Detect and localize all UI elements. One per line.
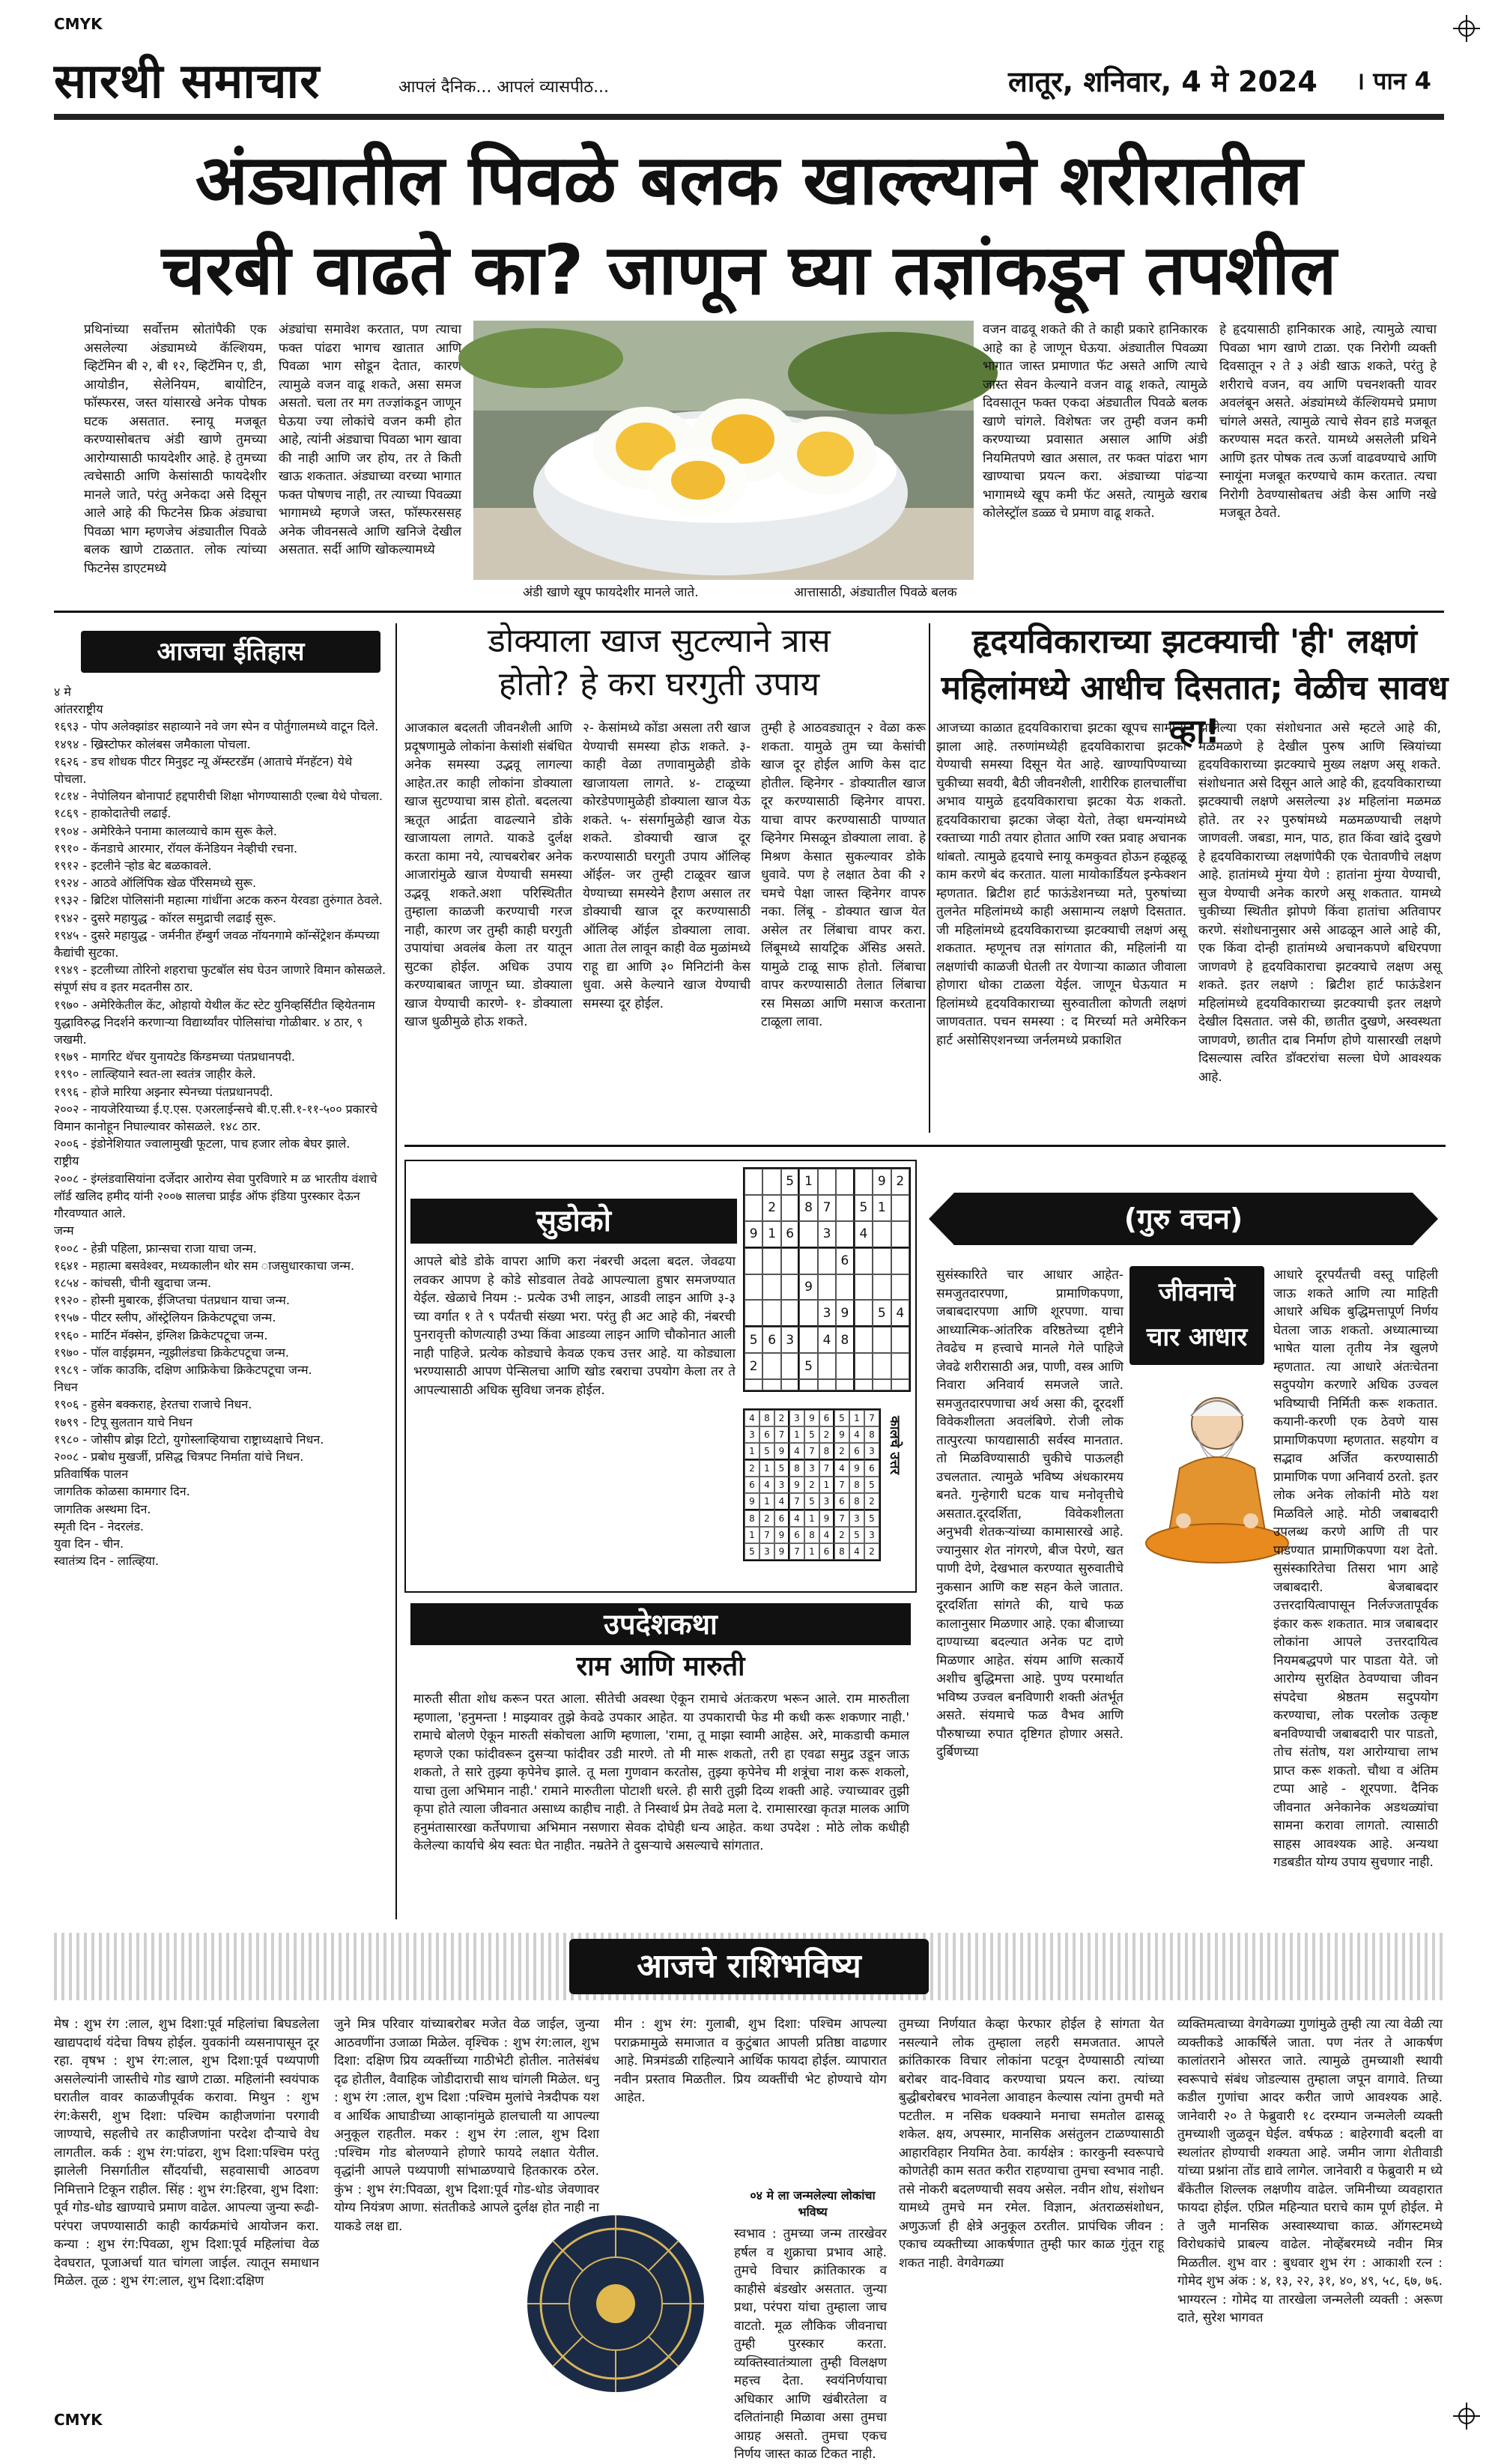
- sudoku-cell[interactable]: [781, 1379, 799, 1390]
- sudoku-answer-cell: 8: [759, 1410, 774, 1426]
- lead-column-3: वजन वाढवू शकते की ते काही प्रकारे हानिकारक आहे का हे जाणून घेऊया. अंड्यातील पिवळ्या भागात जास्त प्रमाणात फॅट असते आणि त्याचे जास्त सेवन केल्याने वजन वाढू शकते, त्यामुळे दिवसातून फक्त एकदा अंड्यातील पिवळे बलक खाणे चांगले. विशेषतः जर तुम्ही वजन कमी करण्याच्या प्रवासात असाल आणि अंडी नियमितपणे खात असाल, तर फक्त पांढरा भाग खाण्याचा प्रयत्न करा. अंड्याच्या पांढऱ्या भागामध्ये खूप कमी फॅट असते, त्यामुळे खराब कोलेस्ट्रॉल डळ्ळ चे प्रमाण वाढू शकते.: [983, 322, 1207, 521]
- sudoku-answer-cell: 5: [804, 1426, 819, 1443]
- history-item: २००८ - प्रबोध मुखर्जी, प्रसिद्ध चित्रपट निर्माता यांचे निधन.: [54, 1449, 304, 1464]
- history-item: १९१० - कॅनडाचे आरमार, रॉयल कॅनेडियन नेव्हीची रचना.: [54, 841, 298, 856]
- sudoku-answer-cell: 8: [864, 1426, 879, 1443]
- sudoku-answer-cell: 1: [759, 1460, 774, 1477]
- history-item: १८५४ - कांचसी, चीनी खुदाचा जन्म.: [54, 1275, 212, 1290]
- story-section-title: उपदेशकथा: [410, 1603, 911, 1645]
- heart-column-1: आजच्या काळात हृदयविकाराचा झटका खूपच सामान्य झाला आहे. तरुणांमध्येही हृदयविकाराचा झटका येण्याची समस्या दिसून येत आहे. खाण्यापिण्याच्या चुकीच्या सवयी, बैठी जीवनशैली, शारीरिक हालचालींचा अभाव यामुळे हृदयविकाराचा झटका येऊ शकतो. हृदयविकाराचा झटका जेव्हा येतो, तेव्हा धमन्यांमध्ये रक्ताच्या गाठी तयार होतात आणि रक्त प्रवाह अचानक थांबतो. त्यामुळे हृदयाचे स्नायू कमकुवत होऊन हळूहळू काम करणे बंद करतात. याला मायोकार्डियल इन्फेक्शन म्हणतात. ब्रिटीश हार्ट फाऊंडेशनच्या मते, पुरुषांच्या तुलनेत महिलांमध्ये काही असामान्य लक्षणे दिसतात. जी महिलांमध्ये हृदयविकाराच्या झटक्याची लक्षणं असू शकतात. म्हणूनच तज्ञ सांगतात की, महिलांनी या लक्षणांची काळजी घेतली तर येणाऱ्या काळात जीवाला होणारा धोका टाळला येईल. जाणून घेऊयात म हिलांमध्ये हृदयविकाराच्या सुरुवातीला कोणती लक्षणं जाणवतात. पचन समस्या : द मिरर्च्या मते अमेरिकन हार्ट असोसिएशनच्या जर्नलमध्ये प्रकाशित: [936, 721, 1186, 1048]
- sudoku-cell[interactable]: [799, 1248, 817, 1274]
- story-title: राम आणि मारुती: [576, 1651, 745, 1682]
- sudoku-answer-cell: 3: [804, 1460, 819, 1477]
- history-item: १६९३ - पोप अलेक्झांडर सहाव्याने नवे जग स्पेन व पोर्तुगालमध्ये वाटून दिले.: [54, 719, 379, 734]
- sudoku-cell[interactable]: [781, 1195, 799, 1221]
- guru-column-left: सुसंस्कारिते चार आधार आहेत- समजुतदारपणा, प्रामाणिकपणा, जबाबदारपणा आणि शूरपणा. याचा आध्यात्मिक-आंतरिक वरिष्ठतेच्या दृष्टीने तेवढेच म हत्त्वाचे मानले गेले पाहिजे जेवढे शरीरासाठी अन्न, पाणी, वस्त्र आणि निवारा अनिवार्य समजले जाते. समजुतदारपणाचा अर्थ असा की, दूरदर्शी विवेकशीलता अवलंबिणे. रोजी लोक तात्पुरत्या फायद्यासाठी सर्वस्व मानतात. तो मिळविण्यासाठी चुकीचे पाऊलही उचलतात. त्यामुळे भविष्य अंधकारमय बनते. गुन्हेगारी घटक याच मनोवृत्तीचे असतात.दूरदर्शिता, विवेकशीलता अनुभवी शेतकऱ्यांच्या कामासारखे आहे. ज्यानुसार शेत नांगरणे, बीज पेरणे, खत पाणी देणे, देखभाल करण्यात सुरुवातीचे नुकसान आणि कष्ट सहन केले जातात. दूरदर्शिता सांगते की, याचे फळ कालानुसार मिळणार आहे. एका बीजाच्या दाण्याच्या बदल्यात अनेक पट दाणे मिळणार आहेत. संयम आणि सत्कार्ये अशीच बुद्धिमत्ता आहे. पुण्य परमार्थात भविष्य उज्वल बनविणारी शक्ती अंतर्भूत असते. संयमाचे फळ वैभव आणि पौरुषाच्या रुपात दृष्टिगत होणार असते. दुर्बिणच्या: [936, 1268, 1124, 1760]
- sudoku-cell[interactable]: [873, 1327, 891, 1353]
- sudoku-title: सुडोको: [410, 1199, 737, 1244]
- sudoku-answer-cell: 5: [864, 1477, 879, 1493]
- sudoku-answer-cell: 7: [789, 1493, 804, 1510]
- sudoku-answer-cell: 8: [849, 1477, 864, 1493]
- sudoku-cell[interactable]: 5: [873, 1300, 891, 1327]
- sudoku-cell[interactable]: 4: [855, 1221, 873, 1248]
- sudoku-answer-cell: 1: [804, 1543, 819, 1560]
- sudoku-cell[interactable]: [762, 1379, 780, 1390]
- horoscope-title: आजचे राशिभविष्य: [569, 1939, 929, 1994]
- sudoku-cell[interactable]: 9: [799, 1274, 817, 1301]
- sudoku-answer-cell: 3: [745, 1426, 759, 1443]
- history-item: निधन: [54, 1380, 78, 1395]
- masthead-rule: [54, 114, 1444, 120]
- sudoku-answer-cell: 2: [774, 1410, 789, 1426]
- sudoku-cell[interactable]: [891, 1195, 909, 1221]
- history-item: १९२४ - आठवे ऑलिंपिक खेळ पॅरिसमध्ये सुरू.: [54, 876, 257, 891]
- sudoku-answer-cell: 9: [849, 1460, 864, 1477]
- sudoku-answer-cell: 3: [789, 1410, 804, 1426]
- sudoku-cell[interactable]: 6: [781, 1221, 799, 1248]
- history-item: १४९४ - ख्रिस्टोफर कोलंबस जमैकाला पोचला.: [54, 736, 251, 751]
- sudoku-answer-cell: 9: [774, 1527, 789, 1543]
- guru-box-line1: जीवनाचे: [1158, 1277, 1236, 1307]
- sudoku-cell[interactable]: [745, 1169, 762, 1195]
- history-item: १९४५ - दुसरे महायुद्ध - जर्मनीत हॅम्बुर्ग जवळ नॉयनगामे कॉन्सेंट्रेशन कॅम्पच्या कैद्यांची सुटका.: [54, 927, 380, 960]
- sudoku-answer-cell: 8: [834, 1543, 849, 1560]
- history-item: १६२६ - डच शोधक पीटर मिनुइट न्यू ॲम्स्टरडॅम (आताचे मॅनहॅटन) येथे पोचला.: [54, 754, 353, 787]
- history-item: १७९९ - टिपू सुलतान याचे निधन: [54, 1414, 192, 1429]
- sudoku-cell[interactable]: [799, 1327, 817, 1353]
- sudoku-cell[interactable]: [799, 1379, 817, 1390]
- sudoku-answer-cell: 2: [745, 1460, 759, 1477]
- history-item: १८१४ - नेपोलियन बोनापार्ट हद्दपारीची शिक्षा भोगण्यासाठी एल्बा येथे पोचला.: [54, 789, 383, 804]
- history-item: १६४१ - महात्मा बसवेश्वर, मध्यकालीन थोर सम ाजसुधारकाचा जन्म.: [54, 1258, 355, 1273]
- sudoku-answer-cell: 3: [864, 1443, 879, 1460]
- sudoku-answer-cell: 7: [774, 1426, 789, 1443]
- sudoku-answer-cell: 6: [864, 1460, 879, 1477]
- history-title: आजचा ईतिहास: [81, 631, 380, 673]
- history-item: १९०६ - हुसेन बक्कराह, हेरतचा राजाचे निधन.: [54, 1397, 252, 1412]
- history-item: २००८ - इंग्लंडवासियांना दर्जेदार आरोग्य सेवा पुरविणारे म ळ भारतीय वंशाचे लॉर्ड खलिद हमीद यांनी २००७ सालचा प्राईड ऑफ इंडिया पुरस्कार देऊन गौरवण्यात आले.: [54, 1171, 377, 1221]
- sudoku-cell[interactable]: 3: [818, 1300, 836, 1327]
- sudoku-cell[interactable]: 2: [891, 1169, 909, 1195]
- history-item: जागतिक अस्थमा दिन.: [54, 1501, 151, 1516]
- sudoku-answer-cell: 6: [819, 1543, 834, 1560]
- sudoku-answer-cell: 2: [864, 1493, 879, 1510]
- story-body: मारुती सीता शोध करून परत आला. सीतेची अवस्था ऐकून रामाचे अंतःकरण भरून आले. राम मारुतीला म्हणाला, 'हनुमन्ता ! माझ्यावर तुझे केवढे उपकार आहेत. या उपकाराची फेड मी कधी करू शकणार नाही.' रामाचे बोलणे ऐकून मारुती संकोचला आणि म्हणाला, 'रामा, तू माझा स्वामी आहेस. अरे, माकडाची कमाल म्हणजे एका फांदीवरून दुसऱ्या फांदीवर उडी मारणे. तो मी मारू शकतो, तरी हा एवढा समुद्र उडून जाऊ शकतो, ते सारे तुझ्या कृपेनेच झाले. तू मला गुणवान करतोस, तुझ्या कृपेनेच मी शत्रूंचा नाश करू शकलो, याचा तुला अभिमान नाही.' रामाने मारुतीला पोटाशी धरले. ही सारी तुझी दिव्य शक्ती आहे. ज्याच्यावर तुझी कृपा होते त्याला जीवनात असाध्य काहीच नाही. ते निस्वार्थ प्रेम तेवढे मला दे. रामासारखा कृतज्ञ मालक आणि हनुमंतासारखा कर्तेपणाचा अभिमान नसणारा सेवक दोघेही धन्य आहेत. कथा उपदेश : मोठे लोक कधीही केलेल्या कार्याचे श्रेय स्वतः घेत नाहीत. नम्रतेने ते दुसऱ्याचे असल्याचे सांगतात.: [413, 1692, 909, 1853]
- lead-bottom-rule: [54, 611, 1444, 613]
- horoscope-column-5: व्यक्तिमत्वाच्या वेगवेगळ्या गुणांमुळे तुम्ही त्या त्या वेळी त्या व्यक्तीकडे आकर्षिले जाता. पण नंतर ते आकर्षण कालांतराने ओसरत जाते. त्यामुळे तुमच्याशी स्थायी स्वरूपाचे संबंध जोडल्यास तुम्हाला जपून वागावे. तिच्या कडील गुणांचा आदर करीत जाणे आवश्यक आहे. जानेवारी २० ते फेब्रुवारी १८ दरम्यान जन्मलेली व्यक्ती तुमच्याशी जुळवून घेईल. वर्षफळ : बाहेरगावी बदली वा स्थलांतर होण्याची शक्यता आहे. जमीन जागा शेतीवाडी यांच्या प्रश्नांना तोंड द्यावे लागेल. जानेवारी व फेब्रुवारी म ध्ये बँकेतील शिल्लक लक्षणीय वाढेल. जमिनीच्या व्यवहारात फायदा होईल. एप्रिल महिन्यात घराचे काम पूर्ण होईल. मे ते जुलै मानसिक अस्वास्थ्याचा काळ. ऑगस्टमध्ये विरोधकांचे प्राबल्य वाढेल. नोव्हेंबरमध्ये नवीन मित्र मिळतील. शुभ वार : बुधवार शुभ रंग : आकाशी रत्न : गोमेद शुभ अंक : ४, १३, २२, ३१, ४०, ४९, ५८, ६७, ७६. भाग्यरत्न : गोमेद या तारखेला जन्मलेली व्यक्ती : अरूण दाते, सुरेश भागवत: [1177, 2017, 1443, 2325]
- sudoku-cell[interactable]: 6: [762, 1327, 780, 1353]
- lead-headline-line2: चरबी वाढते का? जाणून घ्या तज्ञांकडून तपशील: [161, 230, 1337, 310]
- history-item: १९९६ - होजे मारिया अझ्नार स्पेनच्या पंतप्रधानपदी.: [54, 1084, 273, 1099]
- sudoku-cell[interactable]: [818, 1353, 836, 1379]
- horoscope-column-2: जुने मित्र परिवार यांच्याबरोबर मजेत वेळ जाईल, जुन्या आठवणींना उजाळा मिळेल. वृश्चिक : शुभ रंग:लाल, शुभ दिशा: दक्षिण प्रिय व्यक्तींच्या गाठीभेटी होतील. नातेसंबंध दृढ होतील, वैवाहिक जोडीदाराची साथ चांगली मिळेल. धनु : शुभ रंग :लाल, शुभ दिशा :पश्चिम मुलांचे नेत्रदीपक यश व आर्थिक आघाडीच्या आव्हानांमुळे हालचाली या आपल्या अनुकूल राहतील. मकर : शुभ रंग :लाल, शुभ दिशा :पश्चिम गोड बोलण्याने होणारे फायदे लक्षात येतील. वृद्धांनी आपले पथ्यपाणी सांभाळण्याचे हितकारक ठरेल. कुंभ : शुभ रंग:पिवळा, शुभ दिशा:पूर्व गोड-धोड जेवणावर योग्य नियंत्रण आणा. संततीकडे आपले दुर्लक्ष होत नाही ना याकडे लक्ष द्या.: [334, 2017, 599, 2234]
- sudoku-cell[interactable]: [781, 1300, 799, 1327]
- meditating-sage-icon: [1138, 1371, 1296, 1573]
- history-list: [54, 683, 388, 2107]
- sudoku-cell[interactable]: [855, 1353, 873, 1379]
- sudoku-answer-cell: 5: [804, 1493, 819, 1510]
- sudoku-cell[interactable]: [799, 1300, 817, 1327]
- sudoku-answer-cell: 4: [759, 1477, 774, 1493]
- itch-headline-line1: डोक्याला खाज सुटल्याने त्रास: [488, 622, 831, 660]
- sudoku-cell[interactable]: [745, 1300, 762, 1327]
- history-item: १९९० - लात्व्हियाने स्वत-ला स्वतंत्र जाहीर केले.: [54, 1067, 256, 1082]
- history-item: १९८९ - जॉक काउकि, दक्षिण आफ्रिकेचा क्रिकेटपटूचा जन्म.: [54, 1362, 312, 1377]
- sudoku-cell[interactable]: [873, 1248, 891, 1274]
- history-item: १९४९ - इटलीच्या तोरिनो शहराचा फुटबॉल संघ घेउन जाणारे विमान कोसळले. संपूर्ण संघ व इतर मदतनीस ठार.: [54, 963, 386, 995]
- sudoku-answer-cell: 4: [774, 1493, 789, 1510]
- masthead-date: लातूर, शनिवार, 4 मे 2024: [1008, 65, 1317, 98]
- sudoku-answer-cell: 8: [804, 1527, 819, 1543]
- history-item: १९१२ - इटलीने ऱ्होड बेट बळकावले.: [54, 859, 212, 874]
- sudoku-cell[interactable]: 4: [818, 1327, 836, 1353]
- sudoku-answer-cell: 1: [745, 1527, 759, 1543]
- sudoku-answer-cell: 7: [804, 1443, 819, 1460]
- sudoku-puzzle-grid[interactable]: [743, 1167, 911, 1392]
- sudoku-cell[interactable]: [781, 1248, 799, 1274]
- history-item: प्रतिवार्षिक पालन: [54, 1467, 129, 1482]
- guru-box-line2: चार आधार: [1146, 1322, 1248, 1352]
- sudoku-cell[interactable]: [836, 1221, 854, 1248]
- sudoku-cell[interactable]: [891, 1379, 909, 1390]
- sudoku-cell[interactable]: 1: [873, 1195, 891, 1221]
- sudoku-answer-grid: [743, 1408, 881, 1561]
- sudoku-answer-cell: 6: [789, 1527, 804, 1543]
- sudoku-cell[interactable]: 7: [818, 1195, 836, 1221]
- sudoku-cell[interactable]: [745, 1195, 762, 1221]
- sudoku-answer-cell: 8: [745, 1510, 759, 1527]
- history-divider: [395, 623, 397, 1919]
- sudoku-answer-cell: 1: [819, 1477, 834, 1493]
- sudoku-cell[interactable]: 5: [855, 1195, 873, 1221]
- sudoku-answer-cell: 9: [819, 1510, 834, 1527]
- history-item: १९४२ - दुसरे महायुद्ध - कॉरल समुद्राची लढाई सुरू.: [54, 910, 276, 925]
- sudoku-cell[interactable]: [762, 1248, 780, 1274]
- sudoku-answer-cell: 2: [804, 1477, 819, 1493]
- egg-photo: [473, 321, 974, 580]
- sudoku-answer-cell: 5: [774, 1460, 789, 1477]
- sudoku-cell[interactable]: [891, 1327, 909, 1353]
- sudoku-cell[interactable]: [873, 1221, 891, 1248]
- sudoku-answer-cell: 4: [834, 1460, 849, 1477]
- heart-headline-line1: हृदयविकाराच्या झटक्याची 'ही' लक्षणं: [972, 623, 1417, 661]
- sudoku-cell[interactable]: [799, 1221, 817, 1248]
- sudoku-answer-cell: 2: [834, 1443, 849, 1460]
- heart-headline-line2: महिलांमध्ये आधीच दिसतात; वेळीच सावध व्हा!: [941, 669, 1449, 751]
- sudoku-answer-cell: 9: [745, 1493, 759, 1510]
- zodiac-wheel-icon: [503, 2210, 728, 2397]
- sudoku-cell[interactable]: [891, 1221, 909, 1248]
- itch-column-1: आजकाल बदलती जीवनशैली आणि प्रदूषणामुळे लोकांना केसांशी संबंधित अनेक समस्या उद्भवू लागल्या आहेत.तर काही लोकांना डोक्याला खाज सुटण्याचा त्रास होतो. बदलत्या ऋतूत आर्द्रता वाढल्याने डोके खाजायला लागते. याकडे दुर्लक्ष करता कामा नये, त्याचबरोबर अनेक आजारांमुळे खाज येण्याची समस्या उद्भवू शकते.अशा परिस्थितीत तुम्हाला काळजी करण्याची गरज नाही, कारण जर तुम्ही काही घरगुती उपायांचा अवलंब केला तर यातून सुटका होईल. अधिक उपाय करण्याबाबत जाणून घ्या. डोक्याला खाज येण्याची कारणे- १- डोक्याला खाज धुळीमुळे होऊ शकते.: [404, 721, 572, 1029]
- horoscope-column-3-top: मीन : शुभ रंग: गुलाबी, शुभ दिशा: पश्चिम आपल्या पराक्रमामुळे समाजात व कुटुंबात आपली प्रतिष्ठा वाढणार आहे. मित्रमंडळी राहिल्याने आर्थिक फायदा होईल. व्यापारात नवीन प्रस्ताव मिळतील. प्रिय व्यक्तींची भेट होण्याचे योग आहेत.: [614, 2017, 887, 2105]
- sudoku-cell[interactable]: [855, 1300, 873, 1327]
- sudoku-cell[interactable]: 6: [836, 1248, 854, 1274]
- sudoku-answer-cell: 5: [849, 1527, 864, 1543]
- sudoku-cell[interactable]: [818, 1248, 836, 1274]
- sudoku-answer-cell: 4: [819, 1527, 834, 1543]
- sudoku-answer-cell: 3: [759, 1543, 774, 1560]
- sudoku-answer-cell: 9: [774, 1543, 789, 1560]
- sudoku-answer-cell: 5: [745, 1543, 759, 1560]
- sudoku-cell[interactable]: [891, 1248, 909, 1274]
- sudoku-answer-cell: 1: [804, 1510, 819, 1527]
- history-item: १९७० - अमेरिकेतील केंट, ओहायो येथील केंट स्टेट युनिव्हर्सिटीत व्हियेतनाम युद्धाविरुद्ध निदर्शने करणाऱ्या विद्यार्थ्यांवर पोलिसांचा गोळीबार. ४ ठार, ९ जखमी.: [54, 997, 375, 1047]
- itch-column-2: २- केसांमध्ये कोंडा असला तरी खाज येण्याची समस्या होऊ शकते. ३- काही वेळा तणावामुळेही डोके खाजायला लागते. ४- टाळूच्या कोरडेपणामुळेही डोक्याला खाज येऊ शकते. ५- संसर्गामुळेही खाज येऊ शकते. डोक्याची खाज दूर करण्यासाठी घरगुती उपाय ऑलिव्ह ऑईल- जर तुम्ही टाळूवर खाज येण्याच्या समस्येने हैराण असाल तर डोक्याची खाज दूर करण्यासाठी ऑलिव्ह ऑईल डोक्याला लावा. आता तेल लावून काही वेळ मुळांमध्ये राहू द्या आणि ३० मिनिटांनी केस धुवा. असे केल्याने खाज येण्याची समस्या दूर होईल.: [583, 721, 750, 1011]
- sudoku-cell[interactable]: 9: [836, 1300, 854, 1327]
- sudoku-answer-cell: 6: [849, 1443, 864, 1460]
- mid-rule: [404, 1145, 1446, 1147]
- lead-headline-line1: अंड्यातील पिवळे बलक खाल्ल्याने शरीरातील: [195, 140, 1303, 220]
- cmyk-marker-bottom: CMYK: [54, 2411, 103, 2429]
- sudoku-cell[interactable]: [836, 1379, 854, 1390]
- horoscope-column-4: तुमच्या निर्णयात केव्हा फेरफार होईल हे सांगता येत नसल्याने लोक तुम्हाला लहरी समजतात. आपले क्रांतिकारक विचार लोकांना पटवून देण्यासाठी त्यांच्या बरोबर वाद-विवाद करण्याचा प्रयत्न करा. त्यांच्या बुद्धीबरोबरच भावनेला आवाहन केल्यास त्यांना तुमची मते पटतील. म नसिक धक्क्याने मनाचा समतोल ढासळू शकेल. क्षय, अपस्मार, मानसिक असंतुलन टाळण्यासाठी आहारविहार नियमित ठेवा. कार्यक्षेत्र : कारकुनी स्वरूपाचे कोणतेही काम सतत करीत राहण्याचा तुमचा स्वभाव नाही. तसे नोकरी बदलण्याची सवय असेल. नवीन शोध, संशोधन यामध्ये तुमचे मन रमेल. विज्ञान, अंतराळसंशोधन, अणुऊर्जा ही क्षेत्रे अनुकूल ठरतील. प्रापंचिक जीवन : एकाच व्यक्तीच्या आकर्षणात तुम्ही फार काळ गुंतून राहू शकत नाही. वेगवेगळ्या: [899, 2017, 1164, 2271]
- sudoku-cell[interactable]: 8: [799, 1195, 817, 1221]
- sudoku-cell[interactable]: [818, 1169, 836, 1195]
- registration-mark-icon: [1452, 2401, 1482, 2431]
- history-item: आंतरराष्ट्रीय: [54, 702, 103, 717]
- egg-photo-caption-left: अंडी खाणे खूप फायदेशीर मानले जाते.: [523, 585, 699, 600]
- history-item: १००८ - हेन्री पहिला, फ्रान्सचा राजा याचा जन्म.: [54, 1241, 257, 1256]
- sudoku-cell[interactable]: 9: [873, 1169, 891, 1195]
- history-item: जागतिक कोळसा कामगार दिन.: [54, 1484, 190, 1499]
- sudoku-answer-cell: 6: [834, 1493, 849, 1510]
- sudoku-answer-cell: 6: [759, 1426, 774, 1443]
- sudoku-answer-cell: 3: [774, 1477, 789, 1493]
- sudoku-cell[interactable]: [762, 1274, 780, 1301]
- history-item: स्वातंत्र्य दिन - लात्व्हिया.: [54, 1554, 160, 1569]
- sudoku-answer-cell: 8: [789, 1460, 804, 1477]
- sudoku-cell[interactable]: [745, 1248, 762, 1274]
- sudoku-cell[interactable]: 2: [745, 1353, 762, 1379]
- sudoku-cell[interactable]: [762, 1353, 780, 1379]
- horoscope-column-1: मेष : शुभ रंग :लाल, शुभ दिशा:पूर्व महिलांचा बिघडलेला खाद्यपदार्थ यंदेचा विषय होईल. युवकांनी व्यसनापासून दूर रहा. वृषभ : शुभ रंग:लाल, शुभ दिशा:पूर्व पथ्यपाणी असलेल्यांनी जास्तीचे गोड खाणे टाळा. महिलांनी स्वयंपाक घरातील वावर काळजीपूर्वक करावा. मिथुन : शुभ रंग:केसरी, शुभ दिशा: पश्चिम काहीजणांना परगावी जाण्याचे, सहलीचे तर काहीजणांना परदेश दौऱ्याचे वेध लागतील. कर्क : शुभ रंग:पांढरा, शुभ दिशा:पश्चिम परंतु झालेली निसर्गातील सौंदर्याची, सहवासाची आठवण निमित्ताने टिकून राहील. सिंह : शुभ रंग:हिरवा, शुभ दिशा: पूर्व गोड-धोड खाण्याचे प्रमाण वाढेल. आपल्या जुन्या रूढी-परंपरा जपण्यासाठी काही कार्यक्रमांचे आयोजन करा. कन्या : शुभ रंग:पिवळा, शुभ दिशा:पूर्व महिलांचा वेळ देवघरात, पूजाअर्चा यात चांगला जाईल. त्यातून समाधान मिळेल. तूळ : शुभ रंग:लाल, शुभ दिशा:दक्षिण: [54, 2017, 319, 2289]
- sudoku-answer-cell: 5: [864, 1510, 879, 1527]
- sudoku-answer-cell: 2: [864, 1543, 879, 1560]
- history-item: १९०४ - अमेरिकेने पनामा कालव्याचे काम सुरू केले.: [54, 823, 277, 838]
- sudoku-cell[interactable]: [781, 1353, 799, 1379]
- lead-column-2: अंड्यांचा समावेश करतात, पण त्याचा फक्त पांढरा भागच खातात आणि पिवळा भाग सोडून देतात, कारण त्यामुळे वजन वाढू शकते, असा समज असतो. चला तर मग तज्ज्ञांकडून जाणून घेऊया ज्या लोकांचे वजन कमी होत आहे, त्यांनी अंड्याचा पिवळा भाग खावा की नाही आणि जर होय, तर ते किती खाऊ शकतात. अंड्याच्या वरच्या भागात फक्त पोषणच नाही, तर त्याच्या पिवळ्या भागामध्ये म्हणजे जस्त, फॉस्फरससह अनेक जीवनसत्वे आणि खनिजे देखील असतात. सर्दी आणि खोकल्यामध्ये: [279, 322, 461, 557]
- sudoku-cell[interactable]: 3: [781, 1327, 799, 1353]
- history-item: २००२ - नायजेरियाच्या ई.ए.एस. एअरलाईन्सचे बी.ए.सी.१-११-५०० प्रकारचे विमान कानोहून निघाल्यावर कोसळले. १४८ ठार.: [54, 1101, 377, 1134]
- birthday-label: ०४ मे ला जन्मलेल्या लोकांचा भविष्य: [750, 2188, 876, 2219]
- sudoku-cell[interactable]: 2: [762, 1195, 780, 1221]
- sudoku-cell[interactable]: [855, 1327, 873, 1353]
- sudoku-answer-cell: 7: [864, 1410, 879, 1426]
- sudoku-cell[interactable]: [836, 1169, 854, 1195]
- masthead-name: सारथी समाचार: [54, 54, 321, 109]
- sudoku-cell[interactable]: 9: [745, 1221, 762, 1248]
- sudoku-cell[interactable]: 3: [818, 1221, 836, 1248]
- egg-photo-caption-right: आत्तासाठी, अंड्यातील पिवळे बलक: [794, 585, 957, 600]
- history-item: १९८० - जोसीप ब्रोझ टिटो, युगोस्लाव्हियाचा राष्ट्राध्यक्षाचे निधन.: [54, 1432, 324, 1447]
- sudoku-answer-cell: 7: [834, 1477, 849, 1493]
- lead-column-4: हे हृदयासाठी हानिकारक आहे, त्यामुळे त्याचा पिवळा भाग खाणे टाळा. एक निरोगी व्यक्ती दिवसातून २ ते ३ अंडी खाऊ शकते, परंतु हे शरीराचे वजन, वय आणि पचनशक्ती यावर अवलंबून असते. अंड्यांमध्ये कॅल्शियमचे प्रमाण चांगले असते, त्यामुळे त्याचे सेवन हाडे मजबूत करण्यास मदत करते. यामध्ये असलेली प्रथिने आणि इतर पोषक तत्व ऊर्जा वाढवण्याचे आणि स्नायूंना मजबूत करण्याचे काम करतात. त्यचा निरोगी ठेवण्यासोबतच अंडी केस आणि नखे मजबूत ठेवते.: [1219, 322, 1437, 521]
- history-item: १९६० - मार्टिन मॅक्सेन, इंग्लिश क्रिकेटपटूचा जन्म.: [54, 1328, 268, 1343]
- sudoku-cell[interactable]: [891, 1353, 909, 1379]
- registration-mark-icon: [1452, 13, 1482, 43]
- sudoku-answer-cell: 5: [759, 1443, 774, 1460]
- sudoku-answer-cell: 6: [774, 1510, 789, 1527]
- history-item: राष्ट्रीय: [54, 1154, 79, 1169]
- guru-title: (गुरु वचन): [1124, 1202, 1243, 1235]
- sudoku-answer-cell: 4: [745, 1410, 759, 1426]
- history-item: १९३२ - ब्रिटिश पोलिसांनी महात्मा गांधींना अटक करुन येरवडा तुरुंगात ठेवले.: [54, 893, 383, 908]
- history-item: १९७९ - मार्गारेट थॅचर युनायटेड किंग्डमच्या पंतप्रधानपदी.: [54, 1050, 295, 1065]
- sudoku-cell[interactable]: [745, 1274, 762, 1301]
- history-item: १८६९ - हाकोदातेची लढाई.: [54, 806, 172, 821]
- sudoku-answer-cell: 1: [789, 1426, 804, 1443]
- sudoku-cell[interactable]: [855, 1274, 873, 1301]
- sudoku-cell[interactable]: [762, 1300, 780, 1327]
- sudoku-cell[interactable]: [818, 1379, 836, 1390]
- sudoku-cell[interactable]: 1: [762, 1221, 780, 1248]
- sudoku-answer-cell: 5: [834, 1410, 849, 1426]
- history-item: जन्म: [54, 1223, 74, 1238]
- sudoku-answer-cell: 4: [789, 1510, 804, 1527]
- sudoku-answer-cell: 7: [789, 1543, 804, 1560]
- itch-divider: [929, 623, 930, 1133]
- sudoku-instructions: आपले बोडे डोके वापरा आणि करा नंबरची अदला बदल. जेवढया लवकर आपण हे कोडे सोडवाल तेवढे आपल्याला हुषार समजण्यात येईल. खेळाचे नियम :- प्रत्येक उभी लाइन, आडवी लाइन आणि ३-३ च्या वर्गात १ ते ९ पर्यंतची संख्या भरा. परंतु ही अट आहे की, नंबरची पुनरावृत्ती कोणत्याही उभ्या किंवा आडव्या लाइन आणि चौकोनात आली नाही पाहिजे. प्रत्येक कोड्याचे केवळ एकच उत्तर आहे. या कोड्याला भरण्यासाठी आपण पेन्सिलचा आणि खोड रबराचा उपयोग केला तर ते आपल्यासाठी अधिक सुविधा जनक होईल.: [413, 1254, 736, 1398]
- sudoku-cell[interactable]: 8: [836, 1327, 854, 1353]
- sudoku-answer-cell: 4: [849, 1543, 864, 1560]
- sudoku-answer-cell: 8: [849, 1493, 864, 1510]
- sudoku-answer-cell: 1: [849, 1410, 864, 1426]
- lead-column-1: प्रथिनांच्या सर्वोत्तम स्रोतांपैकी एक असलेल्या अंड्यामध्ये कॅल्शियम, व्हिटॅमिन बी २, बी १२, व्हिटॅमिन ए, डी, आयोडीन, सेलेनियम, बायोटिन, फॉस्फरस, जस्त यांसारखे अनेक पोषक घटक असतात. स्नायू मजबूत करण्यासोबतच अंडी खाणे तुमच्या आरोग्यासाठी फायदेशीर आहे. हे तुमच्या त्वचेसाठी आणि केसांसाठी फायदेशीर मानले जाते, परंतु अनेकदा असे दिसून आले आहे की फिटनेस फ्रिक अंड्याचा पिवळा भाग म्हणजेच अंड्यातील पिवळे बलक खाणे टाळतात. लोक त्यांच्या फिटनेस डाएटमध्ये: [84, 322, 267, 576]
- sudoku-answer-cell: 9: [789, 1477, 804, 1493]
- sudoku-answer-cell: 2: [834, 1527, 849, 1543]
- sudoku-answer-cell: 3: [819, 1493, 834, 1510]
- sudoku-cell[interactable]: 4: [891, 1300, 909, 1327]
- sudoku-answer-cell: 6: [819, 1410, 834, 1426]
- sudoku-answer-cell: 4: [849, 1426, 864, 1443]
- history-item: १९२० - होस्नी मुबारक, ईजिप्तचा पंतप्रधान याचा जन्म.: [54, 1293, 290, 1308]
- sudoku-answer-cell: 1: [745, 1443, 759, 1460]
- sudoku-answer-cell: 7: [834, 1510, 849, 1527]
- sudoku-cell[interactable]: [855, 1379, 873, 1390]
- sudoku-cell[interactable]: [836, 1274, 854, 1301]
- sudoku-answer-cell: 3: [849, 1510, 864, 1527]
- history-item: ४ मे: [54, 685, 71, 699]
- sudoku-cell[interactable]: 5: [745, 1327, 762, 1353]
- sudoku-answer-cell: 4: [789, 1443, 804, 1460]
- sudoku-answer-cell: 7: [819, 1460, 834, 1477]
- sudoku-cell[interactable]: [873, 1353, 891, 1379]
- sudoku-answer-cell: 3: [864, 1527, 879, 1543]
- history-item: युवा दिन - चीन.: [54, 1536, 124, 1551]
- sudoku-cell[interactable]: [855, 1248, 873, 1274]
- sudoku-cell[interactable]: [818, 1274, 836, 1301]
- itch-column-3: तुम्ही हे आठवड्यातून २ वेळा करू शकता. यामुळे तुम च्या केसांची खाज दूर होईल आणि केस दाट होतील. व्हिनेगर - डोक्यातील खाज दूर करण्यासाठी व्हिनेगर वापरा. याचा वापर करण्यासाठी पाण्यात व्हिनेगर मिसळून डोक्याला लावा. हे मिश्रण केसात सुकल्यावर डोके धुवावे. पण हे लक्षात ठेवा की २ चमचे पेक्षा जास्त व्हिनेगर वापरु नका. लिंबू - डोक्यात खाज येत असेल तर लिंबाचा वापर करा. लिंबूमध्ये सायट्रिक ॲसिड असते. यामुळे टाळू साफ होतो. लिंबाचा वापर करण्यासाठी तेलात लिंबाचा रस मिसळा आणि मसाज करताना टाळूला लावा.: [761, 721, 926, 1029]
- sudoku-answer-cell: 8: [819, 1443, 834, 1460]
- sudoku-answer-label: कालचे उत्तर: [887, 1416, 903, 1475]
- sudoku-answer-cell: 1: [759, 1493, 774, 1510]
- sudoku-cell[interactable]: [855, 1169, 873, 1195]
- sudoku-cell[interactable]: [873, 1274, 891, 1301]
- sudoku-cell[interactable]: [836, 1353, 854, 1379]
- sudoku-cell[interactable]: [762, 1169, 780, 1195]
- cmyk-marker-top: CMYK: [54, 15, 103, 33]
- masthead-page: । पान 4: [1356, 67, 1431, 95]
- history-item: १९५७ - पीटर स्लीप, ऑस्ट्रेलियन क्रिकेटपटूचा जन्म.: [54, 1310, 276, 1325]
- horoscope-column-3-bottom: स्वभाव : तुमच्या जन्म तारखेवर हर्षल व शुक्राचा प्रभाव आहे. तुमचे विचार क्रांतिकारक व काहीसे बंडखोर असतात. जुन्या प्रथा, परंपरा यांचा तुम्हाला जाच वाटतो. मूळ लौकिक जीवनाचा तुम्ही पुरस्कार करता. व्यक्तिस्वातंत्र्याला तुम्ही विलक्षण महत्त्व देता. स्वयंनिर्णयाचा अधिकार आणि खंबीरतेला व दलितांनाही मिळावा असा तुमचा आग्रह असतो. तुमचा एकच निर्णय जास्त काळ टिकत नाही.: [734, 2227, 887, 2462]
- sudoku-answer-cell: 9: [804, 1410, 819, 1426]
- history-item: १९७० - पॉल वाईझमन, न्यूझीलंडचा क्रिकेटपटूचा जन्म.: [54, 1345, 289, 1360]
- sudoku-answer-cell: 2: [759, 1510, 774, 1527]
- sudoku-cell[interactable]: 5: [781, 1169, 799, 1195]
- sudoku-cell[interactable]: [781, 1274, 799, 1301]
- sudoku-answer-cell: 9: [834, 1426, 849, 1443]
- sudoku-cell[interactable]: [891, 1274, 909, 1301]
- guru-column-right: आधारे दूरपर्यंतची वस्तू पाहिली जाऊ शकते आणि त्या माहिती आधारे अधिक बुद्धिमत्तापूर्ण निर्णय घेतला जाऊ शकतो. अध्यात्माच्या भाषेत याला तृतीय नेत्र खुलणे म्हणतात. त्या आधारे अंतःचेतना सदुपयोग करणारे अधिक उज्वल भविष्याची निर्मिती करू शकतात. कयानी-करणी एक ठेवणे यास प्रामाणिकपणा म्हणतात. सहयोग व सद्भाव अर्जित करण्यासाठी प्रामाणिक पणा अनिवार्य ठरतो. इतर लोक अनेक लोकांनी मोठे यश मिळविले आहे. मोठी जबाबदारी उपलब्ध करणे आणि ती पार पाडण्यात प्रामाणिकपणा यश देतो. सुसंस्कारितेचा तिसरा भाग आहे जबाबदारी. बेजबाबदार उत्तरदायित्वापासून निर्लज्जतापूर्वक इंकार करू शकतात. मात्र जबाबदार लोकांना आपले उत्तरदायित्व नियमबद्धपणे पार पाडता येते. जो आरोग्य सुरक्षित ठेवण्याचा जीवन संपदेचा श्रेष्ठतम सदुपयोग करण्याचा, लोक परलोक उत्कृष्ट बनविण्याची जबाबदारी पार पाडतो, तोच संतोष, यश आरोग्याचा लाभ प्राप्त करू शकतो. चौथा व अंतिम टप्पा आहे - शूरपणा. दैनिक जीवनात अनेकानेक अडथळ्यांचा सामना करावा लागतो. त्यासाठी साहस आवश्यक आहे. अन्यथा गडबडीत योग्य उपाय सुचणार नाही.: [1273, 1268, 1438, 1870]
- sudoku-answer-cell: 7: [759, 1527, 774, 1543]
- history-item: २००६ - इंडोनेशियात ज्वालामुखी फूटला, पाच हजार लोक बेघर झाले.: [54, 1136, 351, 1151]
- sudoku-cell[interactable]: [836, 1195, 854, 1221]
- sudoku-answer-cell: 9: [774, 1443, 789, 1460]
- itch-headline-line2: होतो? हे करा घरगुती उपाय: [498, 665, 820, 703]
- sudoku-cell[interactable]: 5: [799, 1353, 817, 1379]
- history-item: स्मृती दिन - नेदरलंड.: [54, 1519, 145, 1534]
- sudoku-answer-cell: 2: [819, 1426, 834, 1443]
- sudoku-cell[interactable]: [745, 1379, 762, 1390]
- masthead-tagline: आपलं दैनिक... आपलं व्यासपीठ...: [398, 78, 610, 97]
- heart-column-2: झालेल्या एका संशोधनात असे म्हटले आहे की, मळमळणे हे देखील पुरुष आणि स्त्रियांच्या हृदयविकाराच्या झटक्याचे मुख्य लक्षण असू शकते. संशोधनात असे दिसून आले आहे की, हृदयविकाराच्या झटक्याची लक्षणे असलेल्या ३४ महिलांना मळमळ होते. तर २२ पुरुषांमध्ये मळमळण्याची लक्षणे जाणवली. जबडा, मान, पाठ, हात किंवा खांदे दुखणे हे हृदयविकाराच्या लक्षणांपैकी एक चेतावणीचे लक्षण आहे. हातांमध्ये मुंग्या येणे : हातांना मुंग्या येण्याची, सुज येण्याची अनेक कारणे असू शकतात. यामध्ये चुकीच्या स्थितीत झोपणे किंवा हातांचा अतिवापर करणे. संशोधनानुसार असे आढळून आले आहे की, एक किंवा दोन्ही हातांमध्ये अचानकपणे बधिरपणा जाणवणे हे हृदयविकाराचा झटक्याचे लक्षण असू शकते. इतर लक्षणे : ब्रिटीश हार्ट फाऊंडेशन महिलांमध्ये हृदयविकाराच्या झटक्याची इतर लक्षणे देखील दिसतात. जसे की, छातीत दुखणे, अस्वस्थता जाणवणे, छातीत दाब निर्माण होणे यासारखी लक्षणे दिसल्यास त्वरित डॉक्टरांचा सल्ला घेणे आवश्यक आहे.: [1198, 721, 1441, 1085]
- sudoku-answer-cell: 6: [745, 1477, 759, 1493]
- sudoku-cell[interactable]: [873, 1379, 891, 1390]
- sudoku-cell[interactable]: 1: [799, 1169, 817, 1195]
